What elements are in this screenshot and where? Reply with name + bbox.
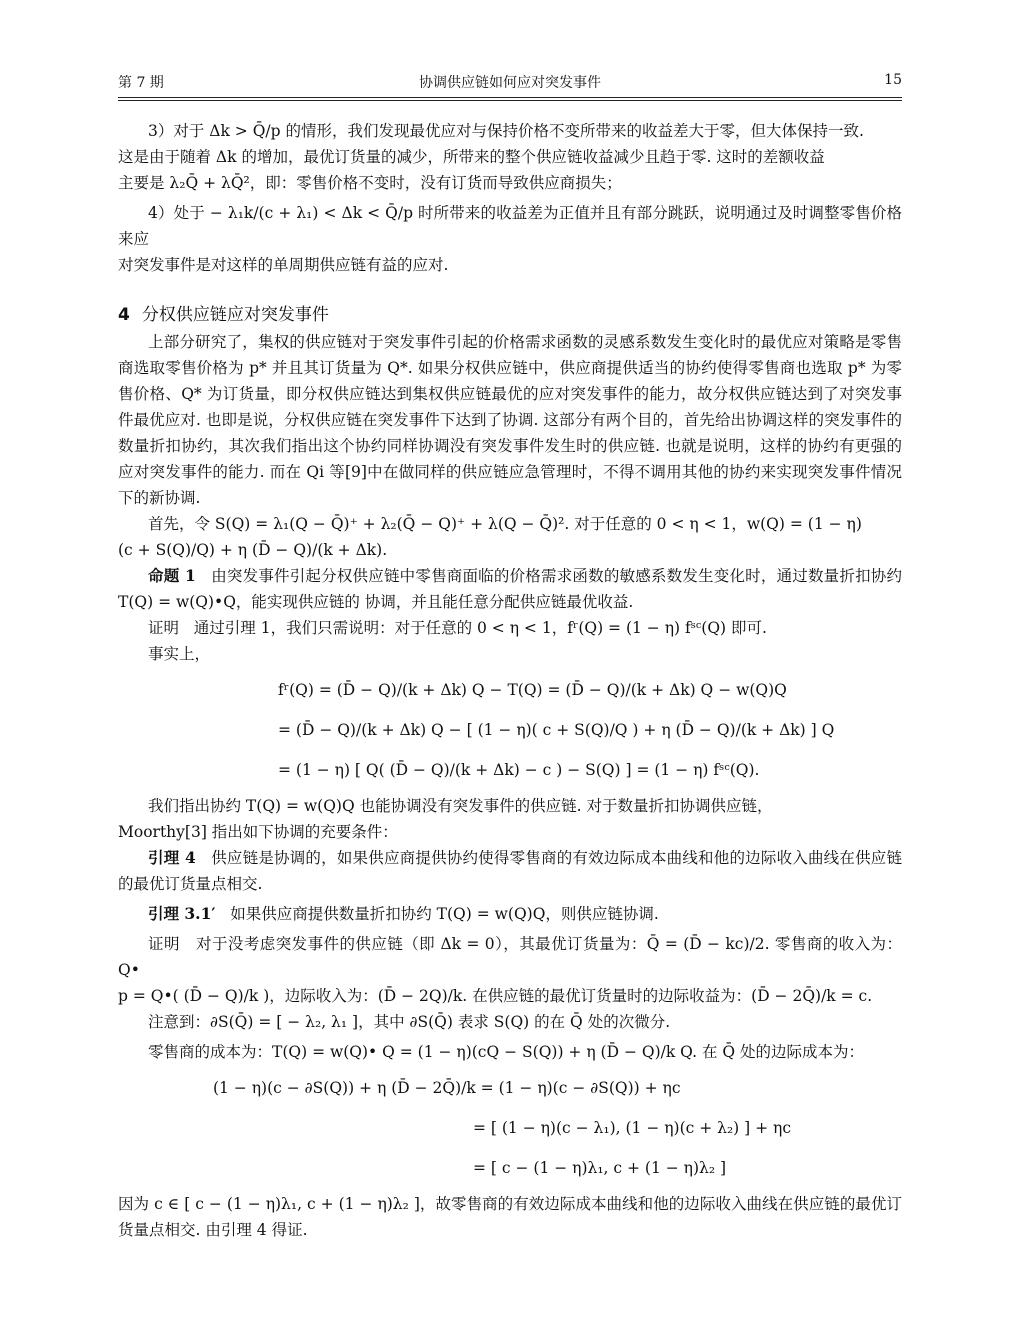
- proposition-text: 由突发事件引起分权供应链中零售商面临的价格需求函数的敏感系数发生变化时，通过数量折扣协约 T(Q) = w(Q)•Q，能实现供应链的 协调，并且能任意分配供应链最优收益.: [118, 567, 902, 611]
- proof-2-label: 证明: [148, 935, 180, 953]
- item-4-line2: 对突发事件是对这样的单周期供应链有益的应对.: [118, 256, 449, 274]
- equation-3: = (1 − η) [ Q( (D̄ − Q)/(k + Δk) − c ) − S(Q) ] = (1 − η) fˢᶜ(Q).: [278, 761, 760, 779]
- header-rule-bottom: [118, 100, 902, 101]
- lemma-4-label: 引理 4: [148, 848, 196, 867]
- definition-line2: (c + S(Q)/Q) + η (D̄ − Q)/(k + Δk).: [118, 541, 388, 559]
- remark-line2: Moorthy[3] 指出如下协调的充要条件：: [118, 823, 398, 841]
- header-rule-top: [118, 97, 902, 98]
- paragraph-intro: 上部分研究了，集权的供应链对于突发事件引起的价格需求函数的灵感系数发生变化时的最优应对策略是零售商选取零售价格为 p* 并且其订货量为 Q*. 如果分权供应链中，供应商提供适当的协约使得零售商也选取 p* 为零售价格、Q* 为订货量，即分权供应链达到集权供应链最优的应对突发事件的能力，故分权供应链达到了对突发事件最优应对. 也即是说，分权供应链在突发事件下达到了协调. 这部分有两个目的，首先给出协调这样的突发事件的数量折扣协约，其次我们指出这个协约同样协调没有突发事件发生时的供应链. 也就是说明，这样的协约有更强的应对突发事件的能力. 而在 Qi 等[9]中在做同样的供应链应急管理时，不得不调用其他的协约来实现突发事件情况下的新协调.: [118, 333, 902, 507]
- item-3-line1: 3）对于 Δk > Q̄/p 的情形，我们发现最优应对与保持价格不变所带来的收益差大于零，但大体保持一致.: [148, 122, 864, 140]
- running-title: 协调供应链如何应对突发事件: [419, 75, 601, 91]
- definition-line1: 首先，令 S(Q) = λ₁(Q − Q̄)⁺ + λ₂(Q̄ − Q)⁺ + λ(Q − Q̄)². 对于任意的 0 < η < 1，w(Q) = (1 − η): [148, 515, 862, 533]
- item-3-line3: 主要是 λ₂Q̄ + λQ̄²，即：零售价格不变时，没有订货而导致供应商损失；: [118, 174, 622, 192]
- proof-text: 通过引理 1，我们只需说明：对于任意的 0 < η < 1，fʳ(Q) = (1 − η) fˢᶜ(Q) 即可.: [193, 619, 767, 637]
- proof-label: 证明: [148, 619, 180, 637]
- remark-line1: 我们指出协约 T(Q) = w(Q)Q 也能协调没有突发事件的供应链. 对于数量折扣协调供应链，: [148, 797, 773, 815]
- lemma-3-1-label: 引理 3.1′: [148, 904, 216, 923]
- issue-number: 第 7 期: [118, 75, 164, 91]
- proof-1: [118, 615, 902, 641]
- equation-2: = (D̄ − Q)/(k + Δk) Q − [ (1 − η)( c + S(Q)/Q ) + η (D̄ − Q)/(k + Δk) ] Q: [278, 721, 835, 739]
- section-title: 分权供应链应对突发事件: [141, 305, 329, 325]
- proof-2-line1: [118, 931, 902, 983]
- proposition-1: [118, 563, 902, 615]
- item-4-line1: 4）处于 − λ₁k/(c + λ₁) < Δk < Q̄/p 时所带来的收益差为正值并且有部分跳跃，说明通过及时调整零售价格来应: [118, 204, 902, 248]
- page-number: 15: [884, 72, 902, 88]
- conclusion: 因为 c ∈ [ c − (1 − η)λ₁, c + (1 − η)λ₂ ]，故零售商的有效边际成本曲线和他的边际收入曲线在供应链的最优订货量点相交. 由引理 4 得证.: [118, 1195, 902, 1239]
- equation-4: (1 − η)(c − ∂S(Q)) + η (D̄ − 2Q̄)/k = (1 − η)(c − ∂S(Q)) + ηc: [213, 1079, 681, 1097]
- running-header: [118, 72, 902, 94]
- retailer-cost: 零售商的成本为：T(Q) = w(Q)• Q = (1 − η)(cQ − S(Q)) + η (D̄ − Q)/k Q. 在 Q̄ 处的边际成本为：: [148, 1043, 865, 1061]
- lemma-4: [118, 845, 902, 897]
- equation-6: = [ c − (1 − η)λ₁, c + (1 − η)λ₂ ]: [473, 1159, 727, 1177]
- proposition-label: 命题 1: [148, 566, 196, 585]
- proof-2-line2: p = Q•( (D̄ − Q)/k )，边际收入为：(D̄ − 2Q)/k. 在供应链的最优订货量时的边际收益为：(D̄ − 2Q̄)/k = c.: [118, 987, 873, 1005]
- lemma-4-text: 供应链是协调的，如果供应商提供协约使得零售商的有效边际成本曲线和他的边际收入曲线在供应链的最优订货量点相交.: [118, 849, 902, 893]
- subdifferential-note: 注意到：∂S(Q̄) = [ − λ₂, λ₁ ]，其中 ∂S(Q̄) 表求 S(Q) 的在 Q̄ 处的次微分.: [148, 1013, 671, 1031]
- section-number: 4: [118, 305, 130, 325]
- equation-1: fʳ(Q) = (D̄ − Q)/(k + Δk) Q − T(Q) = (D̄ − Q)/(k + Δk) Q − w(Q)Q: [278, 681, 787, 699]
- body-text: [118, 118, 902, 1243]
- fact-line: 事实上，: [148, 645, 211, 663]
- section-heading: [118, 300, 902, 325]
- lemma-3-1-text: 如果供应商提供数量折扣协约 T(Q) = w(Q)Q，则供应链协调.: [230, 905, 659, 923]
- item-3-line2: 这是由于随着 Δk 的增加，最优订货量的减少，所带来的整个供应链收益减少且趋于零. 这时的差额收益: [118, 148, 825, 166]
- lemma-3-1: [118, 901, 902, 927]
- proof-2-text: 对于没考虑突发事件的供应链（即 Δk = 0），其最优订货量为：Q̄ = (D̄ − kc)/2. 零售商的收入为：Q•: [118, 935, 902, 979]
- equation-5: = [ (1 − η)(c − λ₁), (1 − η)(c + λ₂) ] + ηc: [473, 1119, 791, 1137]
